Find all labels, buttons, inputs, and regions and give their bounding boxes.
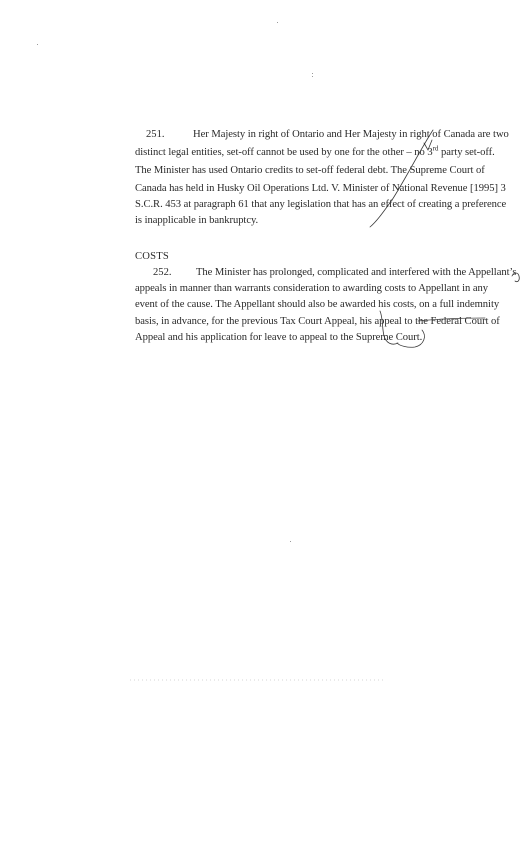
paragraph-252-line-2: appeals in manner than warrants consideration to awarding costs to Appellant in any — [135, 283, 488, 294]
paragraph-252-line-3: event of the cause. The Appellant should also be awarded his costs, on a full indemnity — [135, 299, 500, 310]
paragraph-251-line-3: The Minister has used Ontario credits to set-off federal debt. The Supreme Court of — [135, 165, 485, 176]
ordinal-superscript: rd — [432, 144, 439, 153]
paragraph-251-line-5: S.C.R. 453 at paragraph 61 that any legislation that has an effect of creating a preference — [135, 199, 507, 210]
paragraph-252-line-5: Appeal and his application for leave to appeal to the Supreme Court. — [135, 332, 423, 343]
paragraph-252-line-1: The Minister has prolonged, complicated and interfered with the Appellant’s — [196, 267, 517, 278]
section-heading-costs: COSTS — [135, 251, 169, 262]
paragraph-252-line-4: basis, in advance, for the previous Tax Court Appeal, his appeal to the Federal Court of — [135, 316, 500, 327]
paragraph-251-line-2-text: distinct legal entities, set-off cannot be used by one for the other – no 3 — [135, 147, 433, 158]
paragraph-251-line-1: Her Majesty in right of Ontario and Her Majesty in right of Canada are two — [193, 129, 509, 140]
paragraph-number-252: 252. — [153, 267, 172, 278]
paragraph-251-line-6: is inapplicable in bankruptcy. — [135, 215, 259, 226]
paragraph-251-line-2-tail: party set-off. — [438, 147, 495, 158]
paragraph-number-251: 251. — [146, 129, 165, 140]
paragraph-251-line-4: Canada has held in Husky Oil Operations Ltd. V. Minister of National Revenue [1995] 3 — [135, 183, 506, 194]
